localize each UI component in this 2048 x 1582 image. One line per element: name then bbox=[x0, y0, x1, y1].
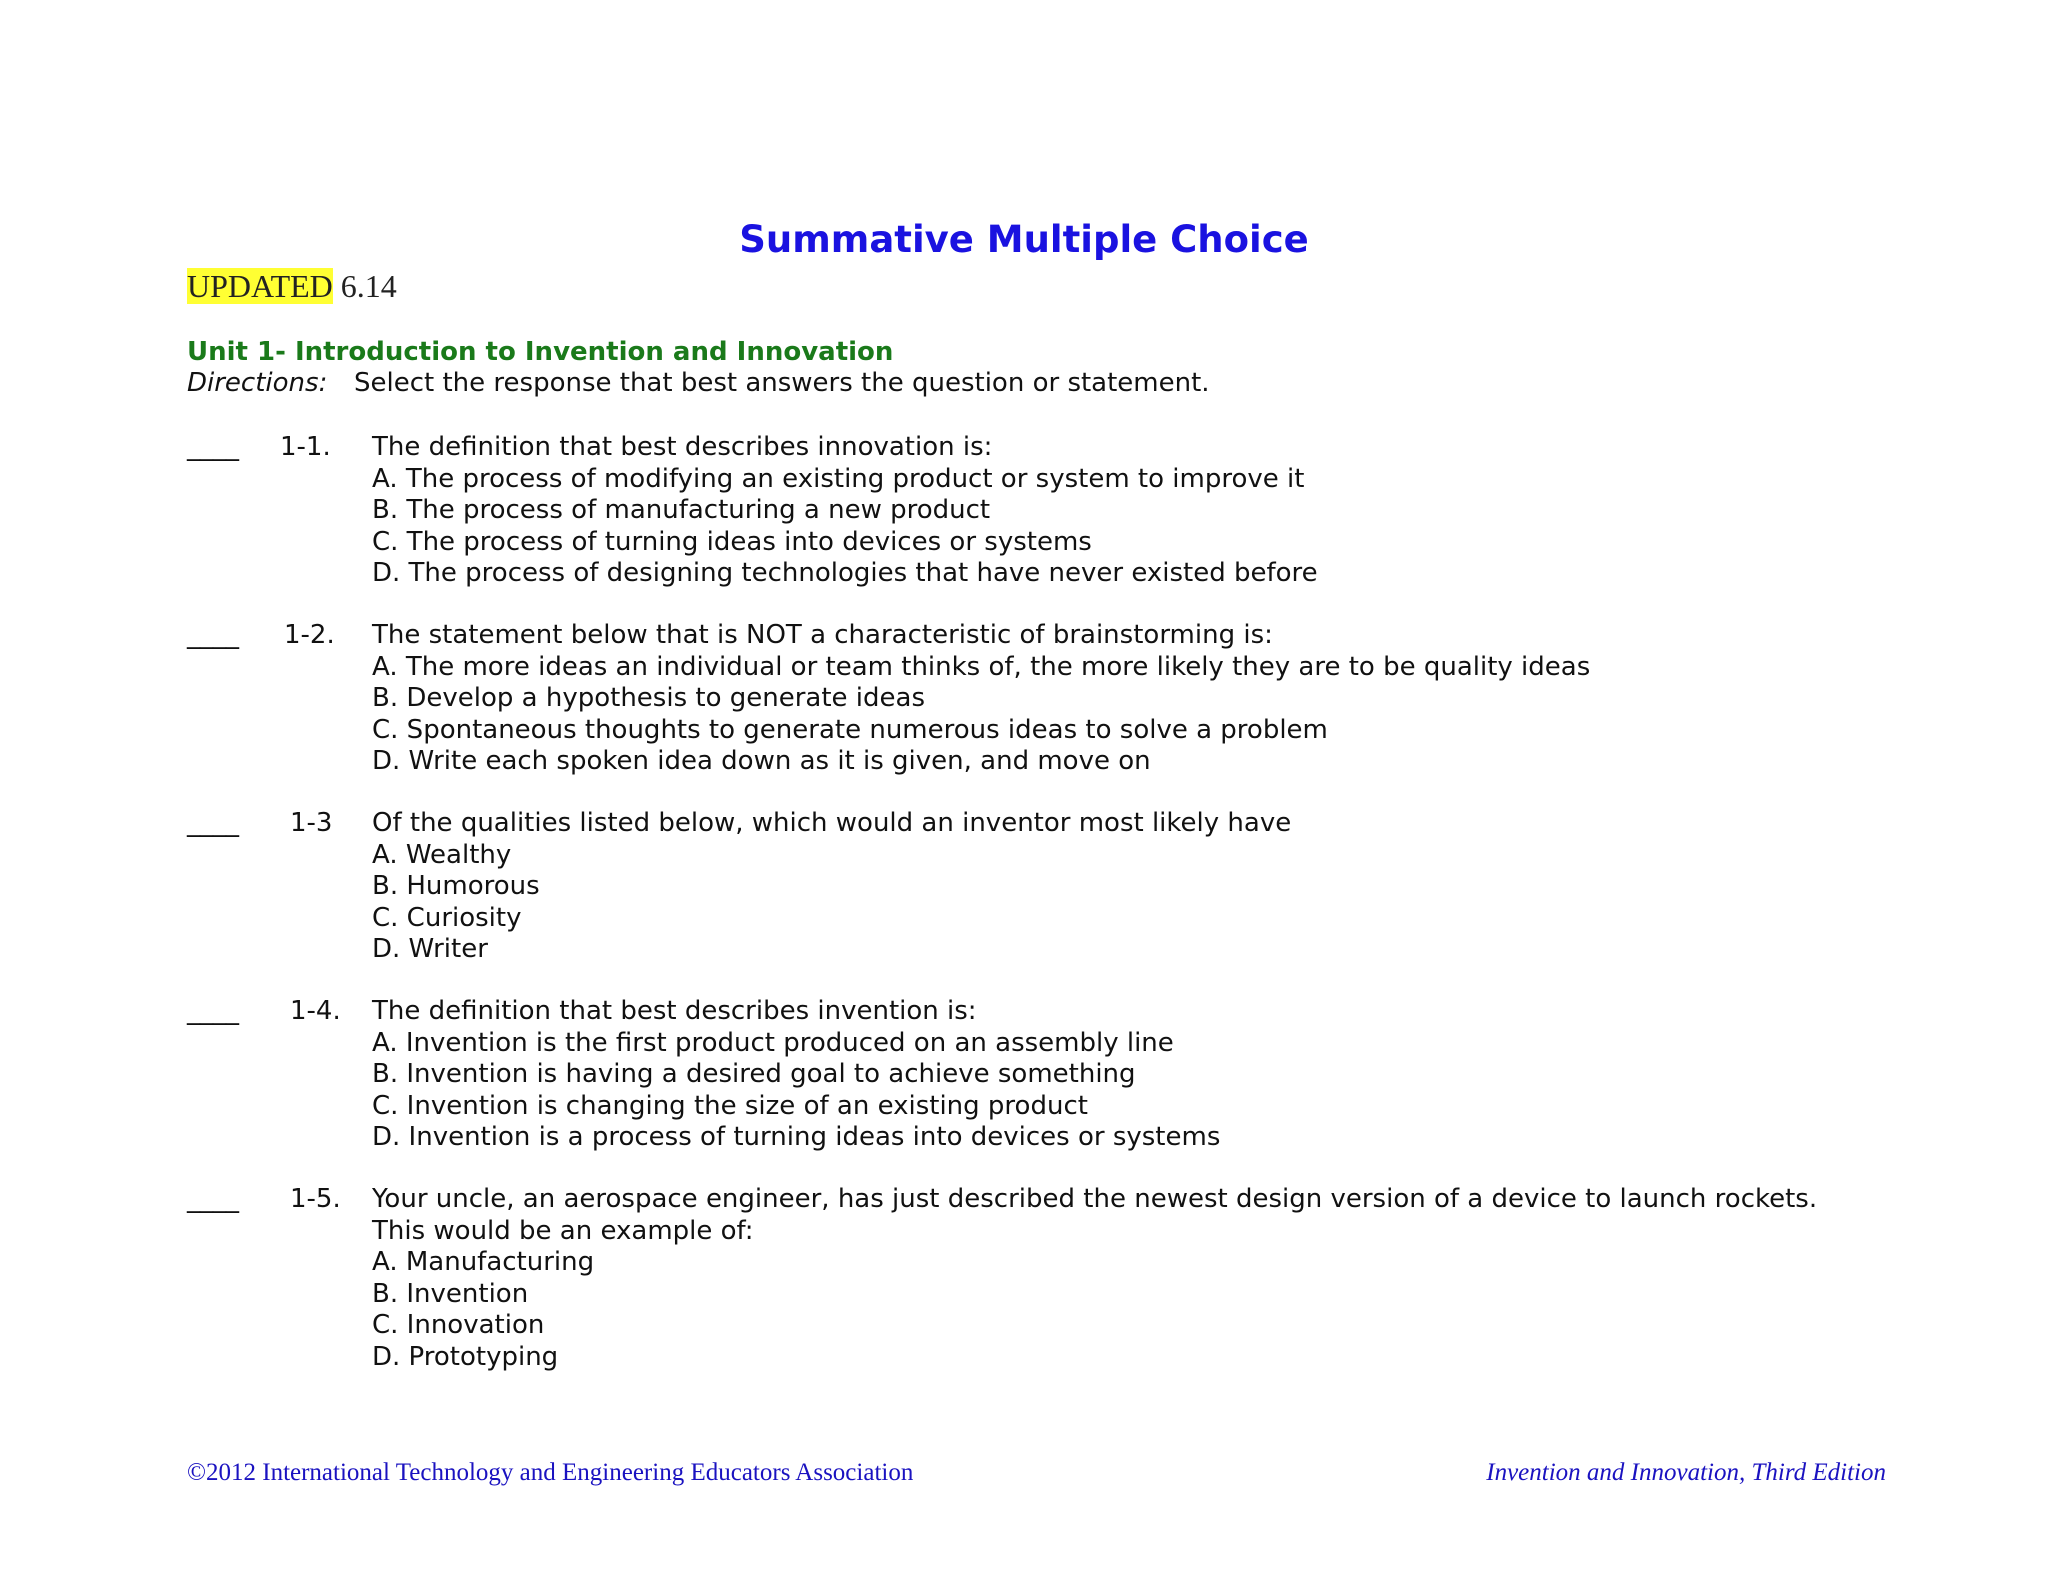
question-1-1 bbox=[187, 432, 1887, 590]
option-a: A. Invention is the first product produced on an assembly line bbox=[372, 1027, 1174, 1058]
option-a: A. Wealthy bbox=[372, 839, 512, 870]
option-a: A. The more ideas an individual or team thinks of, the more likely they are to be quality ideas bbox=[372, 651, 1591, 682]
option-c: C. Spontaneous thoughts to generate numerous ideas to solve a problem bbox=[372, 714, 1328, 745]
option-b: B. The process of manufacturing a new product bbox=[372, 495, 991, 525]
question-number: 1-3 bbox=[290, 808, 333, 838]
answer-blank[interactable]: ____ bbox=[187, 808, 239, 838]
question-text-continued: This would be an example of: bbox=[372, 1215, 754, 1246]
answer-blank[interactable]: ____ bbox=[187, 620, 239, 650]
question-number: 1-2. bbox=[284, 620, 335, 650]
question-stem bbox=[187, 808, 1887, 840]
footer-edition: Invention and Innovation, Third Edition bbox=[1486, 1459, 1886, 1486]
directions-text: Select the response that best answers the question or statement. bbox=[354, 368, 1210, 398]
question-stem bbox=[187, 620, 1887, 652]
option-a: A. The process of modifying an existing product or system to improve it bbox=[372, 463, 1305, 494]
option-c: C. Curiosity bbox=[372, 902, 522, 933]
answer-blank[interactable]: ____ bbox=[187, 1184, 239, 1214]
option-d: D. Prototyping bbox=[372, 1341, 559, 1372]
option-b: B. Humorous bbox=[372, 871, 540, 901]
option-c: C. Innovation bbox=[372, 1310, 545, 1340]
question-text: Of the qualities listed below, which would an inventor most likely have bbox=[372, 808, 1292, 838]
directions bbox=[187, 368, 1210, 398]
question-1-2 bbox=[187, 620, 1887, 778]
answer-blank[interactable]: ____ bbox=[187, 996, 239, 1026]
unit-heading: Unit 1- Introduction to Invention and Innovation bbox=[187, 337, 894, 367]
question-text: The statement below that is NOT a characteristic of brainstorming is: bbox=[372, 620, 1273, 650]
option-d: D. Invention is a process of turning ideas into devices or systems bbox=[372, 1122, 1221, 1152]
question-stem bbox=[187, 1184, 1887, 1216]
question-1-5 bbox=[187, 1184, 1887, 1373]
question-stem bbox=[187, 432, 1887, 464]
question-text: The definition that best describes innovation is: bbox=[372, 432, 993, 462]
question-1-4 bbox=[187, 996, 1887, 1154]
updated-version: 6.14 bbox=[332, 268, 397, 304]
answer-blank[interactable]: ____ bbox=[187, 432, 239, 462]
option-d: D. The process of designing technologies that have never existed before bbox=[372, 558, 1318, 588]
option-c: C. The process of turning ideas into devices or systems bbox=[372, 526, 1092, 557]
option-b: B. Invention is having a desired goal to achieve something bbox=[372, 1059, 1136, 1089]
directions-label: Directions: bbox=[187, 368, 328, 398]
option-c: C. Invention is changing the size of an existing product bbox=[372, 1090, 1088, 1121]
option-b: B. Develop a hypothesis to generate ideas bbox=[372, 683, 926, 713]
updated-note bbox=[187, 268, 397, 305]
option-a: A. Manufacturing bbox=[372, 1247, 595, 1277]
question-number: 1-4. bbox=[290, 996, 341, 1026]
question-1-3 bbox=[187, 808, 1887, 966]
question-text: The definition that best describes invention is: bbox=[372, 996, 977, 1026]
page-title: Summative Multiple Choice bbox=[739, 218, 1309, 261]
option-d: D. Writer bbox=[372, 934, 488, 964]
option-b: B. Invention bbox=[372, 1278, 529, 1309]
question-number: 1-1. bbox=[280, 432, 331, 462]
question-number: 1-5. bbox=[290, 1184, 341, 1214]
option-d: D. Write each spoken idea down as it is given, and move on bbox=[372, 746, 1151, 776]
footer-copyright: ©2012 International Technology and Engineering Educators Association bbox=[187, 1459, 914, 1486]
updated-highlight: UPDATED bbox=[187, 268, 333, 304]
question-stem bbox=[187, 996, 1887, 1028]
question-text: Your uncle, an aerospace engineer, has just described the newest design version of a device to launch rockets. bbox=[372, 1184, 1818, 1214]
